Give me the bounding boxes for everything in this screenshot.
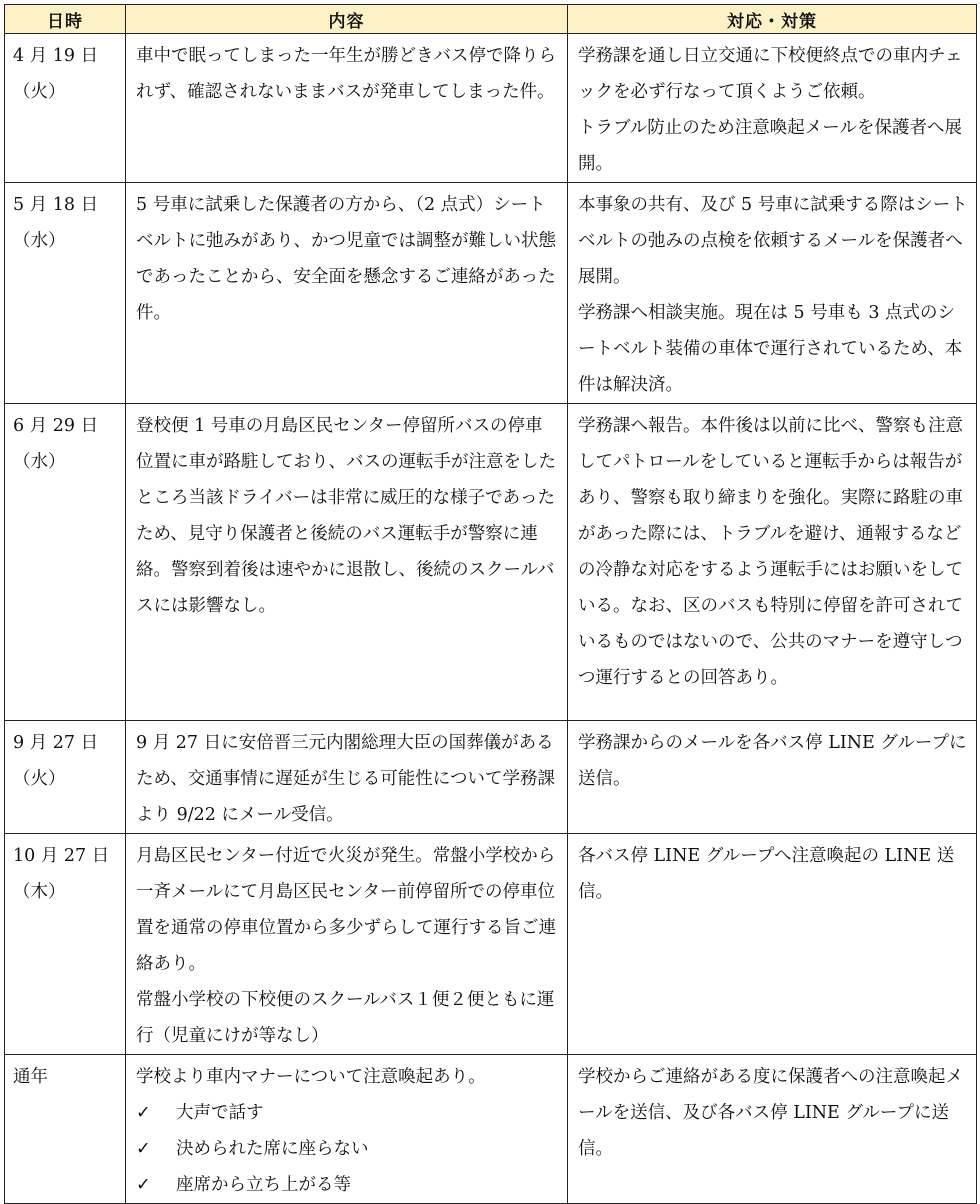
weekday-text: （水） bbox=[13, 452, 66, 472]
date-cell bbox=[5, 34, 126, 183]
header-content: 内容 bbox=[126, 5, 568, 34]
check-icon: ✓ bbox=[136, 1175, 151, 1195]
content-cell bbox=[126, 721, 568, 834]
response-cell bbox=[568, 183, 977, 404]
weekday-text: （木） bbox=[13, 882, 66, 902]
check-icon: ✓ bbox=[136, 1103, 151, 1123]
date-text: 6 月 29 日 bbox=[13, 416, 99, 436]
table-row bbox=[5, 721, 977, 834]
content-cell bbox=[126, 183, 568, 404]
date-text: 4 月 19 日 bbox=[13, 46, 99, 66]
date-text: 9 月 27 日 bbox=[13, 733, 99, 753]
content-text: 学校より車内マナーについて注意喚起あり。 bbox=[136, 1067, 486, 1087]
date-cell bbox=[5, 404, 126, 721]
checklist-text: 決められた席に座らない bbox=[176, 1139, 369, 1159]
content-cell bbox=[126, 404, 568, 721]
date-cell bbox=[5, 834, 126, 1055]
header-date: 日時 bbox=[5, 5, 126, 34]
date-cell bbox=[5, 183, 126, 404]
checklist-item bbox=[136, 1167, 559, 1203]
response-text: 本事象の共有、及び 5 号車に試乗する際はシートベルトの弛みの点検を依頼するメールを保護者へ展開。 bbox=[578, 195, 968, 287]
date-cell bbox=[5, 1055, 126, 1204]
response-cell bbox=[568, 721, 977, 834]
table-row bbox=[5, 183, 977, 404]
weekday-text: （火） bbox=[13, 82, 66, 102]
response-text: 学務課へ報告。本件後は以前に比べ、警察も注意してパトロールをしていると運転手からは報告があり、警察も取り締まりを強化。実際に路駐の車があった際には、トラブルを避け、通報するなどの冷静な対応をするよう運転手にはお願いをしている。なお、区のバスも特別に停留を許可されているものではないので、公共のマナーを遵守しつつ運行するとの回答あり。 bbox=[578, 416, 963, 688]
checklist-item bbox=[136, 1095, 559, 1131]
table-row bbox=[5, 404, 977, 721]
response-text: 学務課を通し日立交通に下校便終点での車内チェックを必ず行なって頂くようご依頼。 bbox=[578, 46, 963, 102]
content-text: 月島区民センター付近で火災が発生。常盤小学校から一斉メールにて月島区民センター前停留所での停車位置を通常の停車位置から多少ずらして運行する旨ご連絡あり。 bbox=[136, 846, 556, 974]
response-text: 学校からご連絡がある度に保護者への注意喚起メールを送信、及び各バス停 LINE グループに送信。 bbox=[578, 1067, 963, 1159]
content-cell bbox=[126, 1055, 568, 1204]
weekday-text: （水） bbox=[13, 231, 66, 251]
response-cell bbox=[568, 34, 977, 183]
date-text: 5 月 18 日 bbox=[13, 195, 99, 215]
response-cell bbox=[568, 1055, 977, 1204]
header-row bbox=[5, 5, 977, 34]
response-text: 各バス停 LINE グループへ注意喚起の LINE 送信。 bbox=[578, 846, 955, 902]
check-icon: ✓ bbox=[136, 1139, 151, 1159]
content-cell bbox=[126, 834, 568, 1055]
content-text: 5 号車に試乗した保護者の方から、（2 点式）シートベルトに弛みがあり、かつ児童では調整が難しい状態であったことから、安全面を懸念するご連絡があった件。 bbox=[136, 195, 556, 323]
checklist-item bbox=[136, 1131, 559, 1167]
weekday-text: （火） bbox=[13, 769, 66, 789]
response-cell bbox=[568, 404, 977, 721]
date-cell bbox=[5, 721, 126, 834]
content-text: 車中で眠ってしまった一年生が勝どきバス停で降りられず、確認されないままバスが発車してしまった件。 bbox=[136, 46, 556, 102]
content-text: 9 月 27 日に安倍晋三元内閣総理大臣の国葬儀があるため、交通事情に遅延が生じる可能性について学務課より 9/22 にメール受信。 bbox=[136, 733, 555, 825]
incident-table bbox=[4, 4, 977, 1204]
response-text: 学務課からのメールを各バス停 LINE グループに送信。 bbox=[578, 733, 967, 789]
table-row bbox=[5, 1055, 977, 1204]
table-row bbox=[5, 834, 977, 1055]
checklist-text: 座席から立ち上がる等 bbox=[176, 1175, 351, 1195]
header-response: 対応・対策 bbox=[568, 5, 977, 34]
date-text: 10 月 27 日 bbox=[13, 846, 110, 866]
response-text: 学務課へ相談実施。現在は 5 号車も 3 点式のシートベルト装備の車体で運行されているため、本件は解決済。 bbox=[578, 303, 963, 395]
response-text: トラブル防止のため注意喚起メールを保護者へ展開。 bbox=[578, 118, 962, 174]
date-text: 通年 bbox=[13, 1067, 48, 1087]
table-row bbox=[5, 34, 977, 183]
content-text: 登校便 1 号車の月島区民センター停留所バスの停車位置に車が路駐しており、バスの運転手が注意をしたところ当該ドライバーは非常に威圧的な様子であったため、見守り保護者と後続のバス運転手が警察に連絡。警察到着後は速やかに退散し、後続のスクールバスには影響なし。 bbox=[136, 416, 556, 616]
checklist-text: 大声で話す bbox=[176, 1103, 264, 1123]
content-cell bbox=[126, 34, 568, 183]
response-cell bbox=[568, 834, 977, 1055]
content-text: 常盤小学校の下校便のスクールバス１便２便ともに運行（児童にけが等なし） bbox=[136, 990, 555, 1046]
